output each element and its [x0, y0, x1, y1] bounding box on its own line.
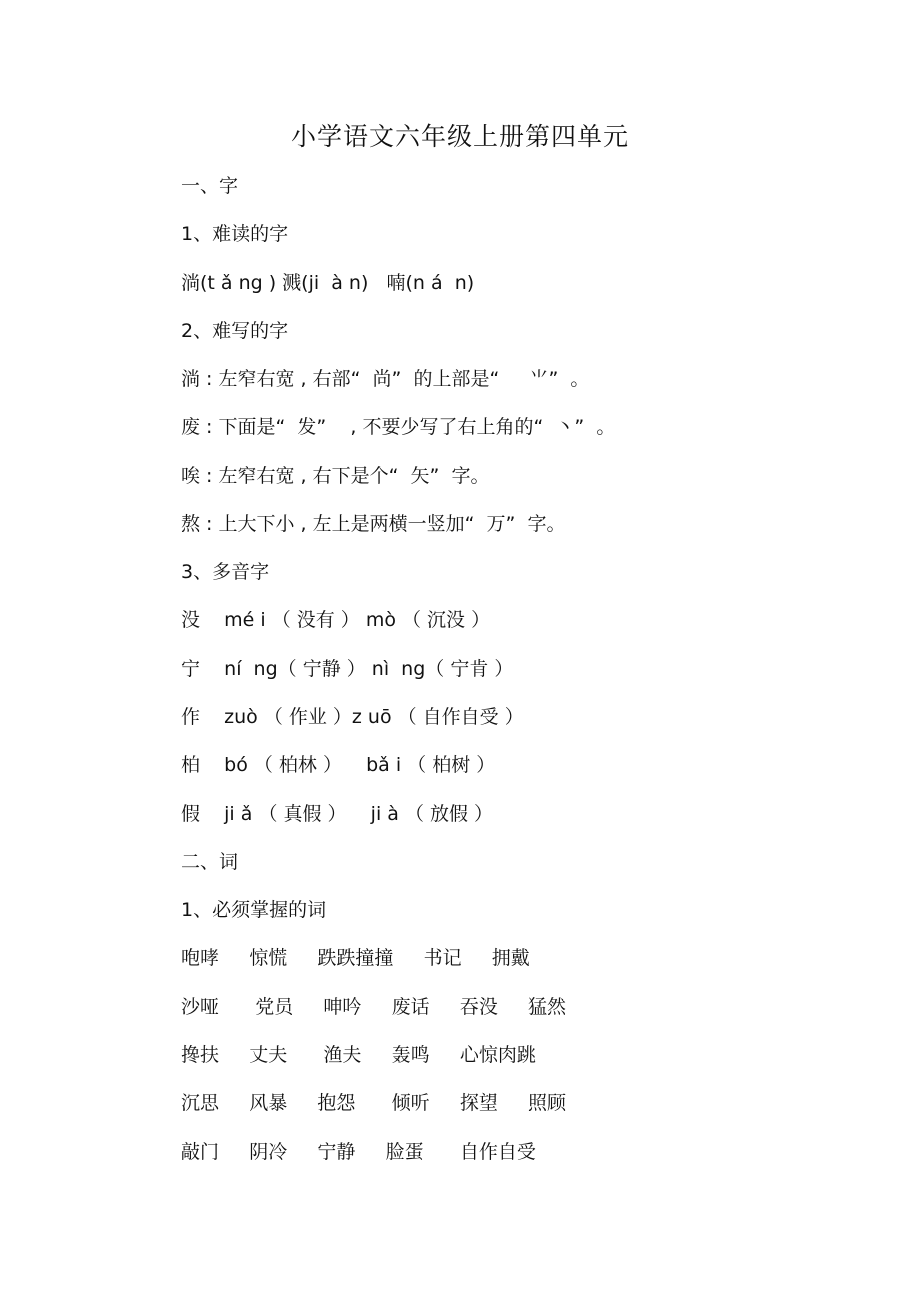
subheading-must-master: 1、必须掌握的词	[181, 899, 327, 921]
page-title: 小学语文六年级上册第四单元	[290, 122, 629, 151]
polyphonic-zuo: 作 zuò （ 作业 ）z uō （ 自作自受 ）	[181, 706, 524, 728]
section-heading-characters: 一、字	[181, 175, 239, 197]
word-list-row: 沉思 风暴 抱怨 倾听 探望 照顾	[181, 1092, 567, 1114]
polyphonic-jia: 假 ji ǎ （ 真假 ） ji à （ 放假 ）	[181, 803, 494, 825]
writing-note-tang: 淌 : 左窄右宽 , 右部“ 尚” 的上部是“ ⺌” 。	[181, 368, 590, 390]
section-heading-words: 二、词	[181, 851, 239, 873]
word-list-row: 沙哑 党员 呻吟 废话 吞没 猛然	[181, 996, 567, 1018]
word-list-row: 咆哮 惊慌 跌跌撞撞 书记 拥戴	[181, 947, 530, 969]
hard-to-read-characters: 淌(t ǎ ng ) 溅(ji à n) 喃(n á n)	[181, 272, 475, 294]
subheading-hard-to-read: 1、难读的字	[181, 223, 289, 245]
polyphonic-mei: 没 mé i （ 没有 ） mò （ 沉没 ）	[181, 609, 491, 631]
writing-note-fei: 废 : 下面是“ 发” , 不要少写了右上角的“ 丶” 。	[181, 416, 616, 438]
subheading-hard-to-write: 2、难写的字	[181, 320, 289, 342]
writing-note-ai: 唉 : 左窄右宽 , 右下是个“ 矢” 字。	[181, 465, 490, 487]
writing-note-ao: 熬 : 上大下小 , 左上是两横一竖加“ 万” 字。	[181, 513, 566, 535]
polyphonic-ning: 宁 ní ng（ 宁静 ） nì ng（ 宁肯 ）	[181, 658, 514, 680]
word-list-row: 敲门 阴冷 宁静 脸蛋 自作自受	[181, 1141, 536, 1163]
polyphonic-bo: 柏 bó （ 柏林 ） bǎ i （ 柏树 ）	[181, 754, 496, 776]
word-list-row: 搀扶 丈夫 渔夫 轰鸣 心惊肉跳	[181, 1044, 536, 1066]
subheading-polyphonic: 3、多音字	[181, 561, 270, 583]
